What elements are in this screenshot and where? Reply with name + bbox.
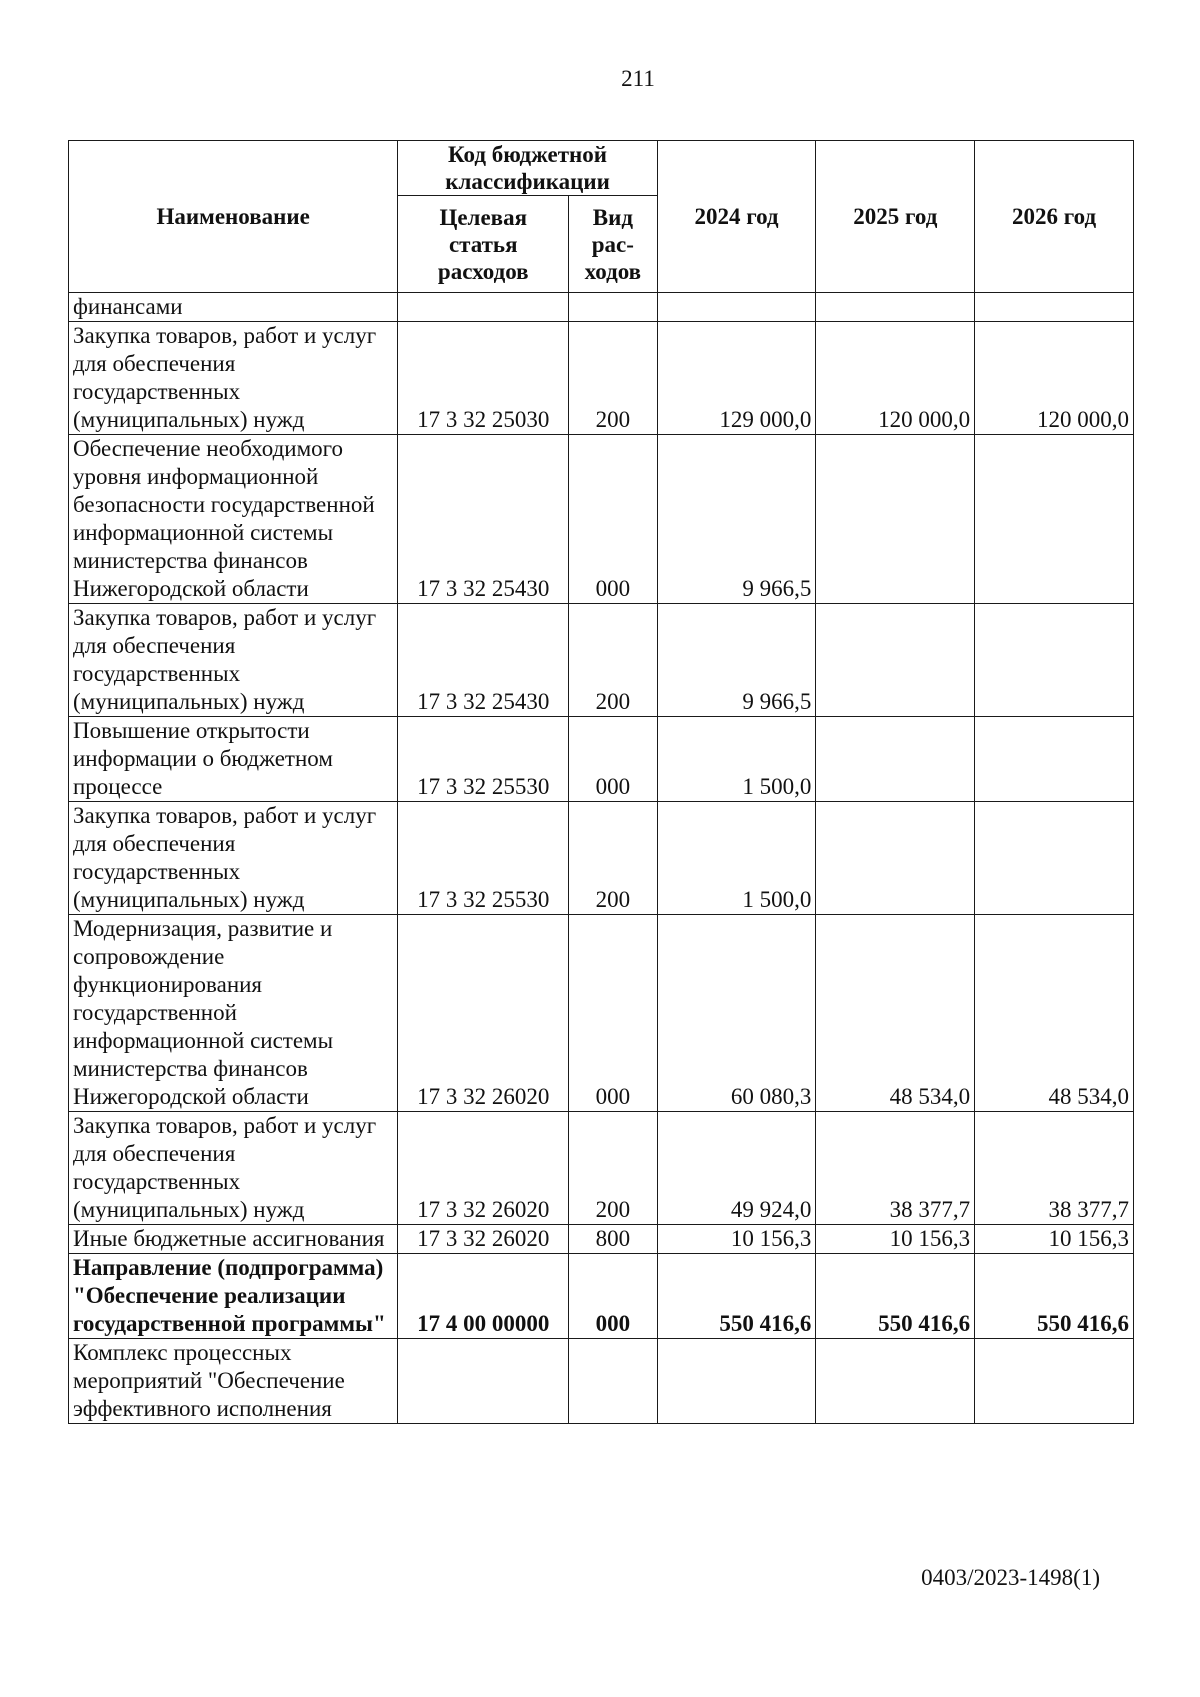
header-2026: 2026 год xyxy=(975,141,1134,293)
row-name: Модернизация, развитие и сопровождение функционирования государственной информационной системы министерства финансов Нижегородской области xyxy=(69,915,398,1112)
row-value-2026 xyxy=(975,1339,1134,1424)
row-expense-kind: 200 xyxy=(569,322,658,435)
row-expense-kind: 800 xyxy=(569,1225,658,1254)
row-target-code: 17 3 32 25530 xyxy=(398,717,569,802)
header-target: Целевая статья расходов xyxy=(398,196,569,293)
header-code-group: Код бюджетной классификации xyxy=(398,141,657,196)
row-name: финансами xyxy=(69,293,398,322)
row-value-2025: 550 416,6 xyxy=(816,1254,975,1339)
table-row xyxy=(69,1254,1134,1339)
row-target-code: 17 3 32 26020 xyxy=(398,1225,569,1254)
row-name: Направление (подпрограмма) "Обеспечение реализации государственной программы" xyxy=(69,1254,398,1339)
row-value-2025 xyxy=(816,802,975,915)
table-row xyxy=(69,802,1134,915)
row-value-2025 xyxy=(816,717,975,802)
row-expense-kind: 000 xyxy=(569,717,658,802)
table-row xyxy=(69,717,1134,802)
row-value-2024 xyxy=(657,1339,816,1424)
row-value-2026 xyxy=(975,802,1134,915)
row-value-2025 xyxy=(816,604,975,717)
table-row xyxy=(69,1339,1134,1424)
row-expense-kind xyxy=(569,293,658,322)
row-value-2025 xyxy=(816,1339,975,1424)
row-value-2024: 129 000,0 xyxy=(657,322,816,435)
table-row xyxy=(69,1112,1134,1225)
row-target-code: 17 3 32 25030 xyxy=(398,322,569,435)
row-value-2025: 10 156,3 xyxy=(816,1225,975,1254)
row-expense-kind: 000 xyxy=(569,435,658,604)
row-value-2025 xyxy=(816,293,975,322)
row-value-2026: 38 377,7 xyxy=(975,1112,1134,1225)
row-value-2026 xyxy=(975,293,1134,322)
row-expense-kind: 000 xyxy=(569,915,658,1112)
header-2025: 2025 год xyxy=(816,141,975,293)
table-body xyxy=(69,293,1134,1424)
table-row xyxy=(69,915,1134,1112)
row-target-code: 17 3 32 25430 xyxy=(398,604,569,717)
table-row xyxy=(69,293,1134,322)
row-value-2024: 550 416,6 xyxy=(657,1254,816,1339)
row-expense-kind: 000 xyxy=(569,1254,658,1339)
row-value-2025: 38 377,7 xyxy=(816,1112,975,1225)
row-value-2025: 48 534,0 xyxy=(816,915,975,1112)
row-value-2024: 9 966,5 xyxy=(657,435,816,604)
table-row xyxy=(69,322,1134,435)
row-name: Закупка товаров, работ и услуг для обеспечения государственных (муниципальных) нужд xyxy=(69,802,398,915)
row-target-code xyxy=(398,1339,569,1424)
row-name: Повышение открытости информации о бюджетном процессе xyxy=(69,717,398,802)
budget-table xyxy=(68,140,1134,1424)
page-number: 211 xyxy=(621,66,655,91)
row-value-2024 xyxy=(657,293,816,322)
row-value-2026: 10 156,3 xyxy=(975,1225,1134,1254)
row-value-2024: 9 966,5 xyxy=(657,604,816,717)
row-value-2026 xyxy=(975,717,1134,802)
row-value-2026: 550 416,6 xyxy=(975,1254,1134,1339)
row-expense-kind: 200 xyxy=(569,1112,658,1225)
row-name: Закупка товаров, работ и услуг для обеспечения государственных (муниципальных) нужд xyxy=(69,604,398,717)
row-target-code: 17 4 00 00000 xyxy=(398,1254,569,1339)
header-2024: 2024 год xyxy=(657,141,816,293)
table-row xyxy=(69,435,1134,604)
row-value-2024: 1 500,0 xyxy=(657,802,816,915)
document-id: 0403/2023-1498(1) xyxy=(921,1565,1100,1590)
table-row xyxy=(69,1225,1134,1254)
row-value-2026 xyxy=(975,604,1134,717)
row-target-code: 17 3 32 25530 xyxy=(398,802,569,915)
row-value-2025: 120 000,0 xyxy=(816,322,975,435)
row-target-code: 17 3 32 26020 xyxy=(398,915,569,1112)
row-name: Закупка товаров, работ и услуг для обеспечения государственных (муниципальных) нужд xyxy=(69,322,398,435)
header-name: Наименование xyxy=(69,141,398,293)
table-header xyxy=(69,141,1134,293)
row-name: Закупка товаров, работ и услуг для обеспечения государственных (муниципальных) нужд xyxy=(69,1112,398,1225)
row-name: Иные бюджетные ассигнования xyxy=(69,1225,398,1254)
row-value-2024: 1 500,0 xyxy=(657,717,816,802)
row-expense-kind: 200 xyxy=(569,604,658,717)
row-target-code xyxy=(398,293,569,322)
row-value-2026: 48 534,0 xyxy=(975,915,1134,1112)
row-value-2024: 49 924,0 xyxy=(657,1112,816,1225)
row-value-2024: 10 156,3 xyxy=(657,1225,816,1254)
row-expense-kind xyxy=(569,1339,658,1424)
header-kind: Вид рас-ходов xyxy=(569,196,658,293)
row-name: Обеспечение необходимого уровня информационной безопасности государственной информационной системы министерства финансов Нижегородской области xyxy=(69,435,398,604)
row-name: Комплекс процессных мероприятий "Обеспечение эффективного исполнения xyxy=(69,1339,398,1424)
row-value-2026 xyxy=(975,435,1134,604)
row-expense-kind: 200 xyxy=(569,802,658,915)
row-target-code: 17 3 32 26020 xyxy=(398,1112,569,1225)
table-row xyxy=(69,604,1134,717)
row-value-2026: 120 000,0 xyxy=(975,322,1134,435)
row-target-code: 17 3 32 25430 xyxy=(398,435,569,604)
row-value-2025 xyxy=(816,435,975,604)
row-value-2024: 60 080,3 xyxy=(657,915,816,1112)
